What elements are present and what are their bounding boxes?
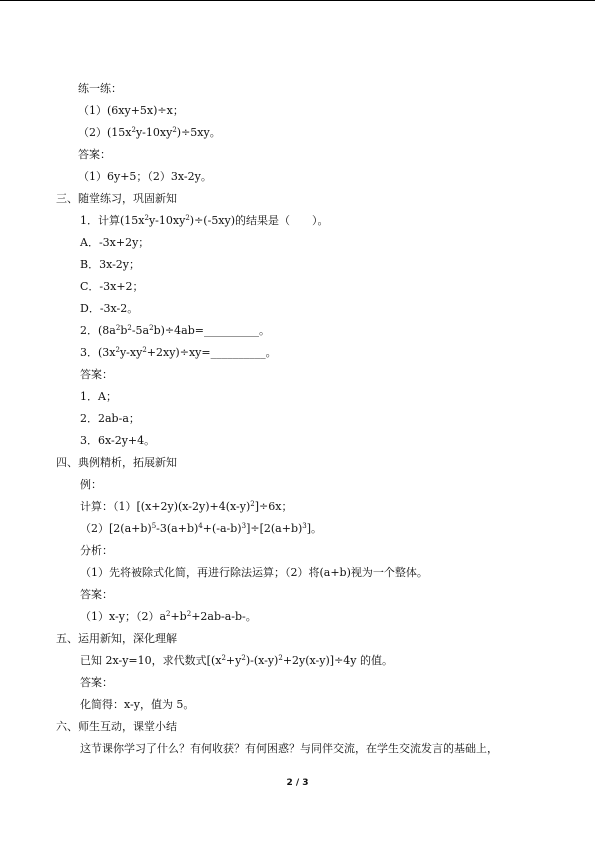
text-segment: +2y(x-y)]÷4y 的值。 bbox=[282, 654, 393, 667]
text-segment: +(-a-b) bbox=[202, 522, 242, 535]
text-segment: （1）6y+5；（2）3x-2y。 bbox=[78, 170, 212, 183]
text-segment: 练一练： bbox=[78, 82, 122, 95]
text-line bbox=[80, 236, 149, 250]
text-segment: 1．A； bbox=[80, 390, 117, 403]
text-segment: y-xy bbox=[119, 346, 143, 359]
text-segment: 2．2ab-a； bbox=[80, 412, 140, 425]
text-segment: A．-3x+2y； bbox=[80, 236, 150, 249]
text-line bbox=[80, 412, 140, 426]
text-line bbox=[80, 280, 144, 294]
text-segment: 六、师生互动，课堂小结 bbox=[56, 720, 177, 733]
text-segment: 1．计算(15x bbox=[80, 214, 145, 227]
text-segment: -3(a+b) bbox=[156, 522, 199, 535]
text-line bbox=[80, 500, 292, 514]
text-segment: （1）(6xy+5x)÷x； bbox=[78, 104, 184, 117]
text-segment: )-(x-y) bbox=[245, 654, 279, 667]
text-segment: 答案： bbox=[78, 148, 111, 161]
superscript: 2 bbox=[278, 654, 283, 662]
text-line bbox=[80, 214, 329, 228]
text-segment: 3．6x-2y+4。 bbox=[80, 434, 156, 447]
text-line bbox=[78, 104, 184, 118]
section-heading bbox=[56, 720, 177, 734]
text-segment: y-10xy bbox=[148, 214, 186, 227]
superscript: 2 bbox=[115, 346, 120, 354]
text-line bbox=[80, 522, 322, 536]
text-segment: 答案： bbox=[80, 368, 113, 381]
text-line bbox=[80, 610, 257, 624]
superscript: 3 bbox=[302, 522, 307, 530]
superscript: 4 bbox=[198, 522, 203, 530]
superscript: 2 bbox=[166, 610, 171, 618]
text-line bbox=[80, 368, 113, 382]
text-segment: （1）先将被除式化简，再进行除法运算；（2）将(a+b)视为一个整体。 bbox=[80, 566, 428, 579]
text-segment: 答案： bbox=[80, 588, 113, 601]
superscript: 2 bbox=[131, 126, 136, 134]
text-segment: 三、随堂练习，巩固新知 bbox=[56, 192, 177, 205]
text-line bbox=[80, 588, 113, 602]
text-line bbox=[80, 302, 138, 316]
text-line bbox=[80, 544, 113, 558]
text-segment: 2．(8a bbox=[80, 324, 116, 337]
text-line bbox=[80, 434, 155, 448]
text-line bbox=[80, 258, 140, 272]
text-segment: 例： bbox=[80, 478, 102, 491]
section-heading bbox=[56, 456, 177, 470]
superscript: 2 bbox=[185, 214, 190, 222]
text-line bbox=[80, 698, 194, 712]
text-line bbox=[78, 148, 111, 162]
superscript: 2 bbox=[115, 324, 121, 332]
text-segment: )÷(-5xy)的结果是（ ）。 bbox=[189, 214, 329, 227]
text-segment: C．-3x+2； bbox=[80, 280, 144, 293]
text-line bbox=[80, 654, 393, 668]
superscript: 2 bbox=[186, 610, 192, 618]
text-line bbox=[80, 390, 117, 404]
text-line bbox=[78, 82, 122, 96]
text-line bbox=[80, 566, 428, 580]
text-line bbox=[80, 478, 102, 492]
text-segment: +b bbox=[170, 610, 187, 623]
text-segment: （2）(15x bbox=[78, 126, 132, 139]
text-segment: -5a bbox=[131, 324, 150, 337]
text-segment: 计算：（1）[(x+2y)(x-2y)+4(x-y) bbox=[80, 500, 251, 513]
text-segment: 这节课你学习了什么？有何收获？有何困惑？与同伴交流，在学生交流发言的基础上， bbox=[80, 742, 498, 755]
text-line bbox=[78, 126, 221, 140]
text-segment: 化简得：x-y，值为 5。 bbox=[80, 698, 195, 711]
text-segment: 四、典例精析，拓展新知 bbox=[56, 456, 177, 469]
text-segment: （1）x-y；（2）a bbox=[80, 610, 166, 623]
superscript: 5 bbox=[151, 522, 157, 530]
text-line bbox=[80, 346, 277, 360]
text-segment: ]÷[2(a+b) bbox=[246, 522, 303, 535]
superscript: 3 bbox=[241, 522, 247, 530]
text-segment: +2xy)÷xy=__________。 bbox=[146, 346, 277, 359]
text-segment: D．-3x-2。 bbox=[80, 302, 139, 315]
text-segment: 已知 2x-y=10，求代数式[(x bbox=[80, 654, 222, 667]
page-top-border bbox=[0, 0, 595, 1]
text-segment: ]。 bbox=[306, 522, 323, 535]
text-segment: y-10xy bbox=[135, 126, 173, 139]
text-segment: +2ab-a-b-。 bbox=[191, 610, 257, 623]
section-heading bbox=[56, 632, 177, 646]
superscript: 2 bbox=[172, 126, 177, 134]
text-line bbox=[80, 676, 113, 690]
superscript: 2 bbox=[221, 654, 226, 662]
superscript: 2 bbox=[250, 500, 255, 508]
text-line bbox=[80, 324, 270, 338]
text-segment: 五、运用新知，深化理解 bbox=[56, 632, 177, 645]
text-segment: 3．(3x bbox=[80, 346, 116, 359]
text-line bbox=[80, 742, 498, 756]
superscript: 2 bbox=[142, 346, 147, 354]
text-segment: +y bbox=[225, 654, 242, 667]
text-segment: ]÷6x； bbox=[254, 500, 293, 513]
text-segment: 分析： bbox=[80, 544, 113, 557]
text-segment: （2）[2(a+b) bbox=[80, 522, 152, 535]
page-number: 2 / 3 bbox=[286, 778, 309, 788]
text-segment: b)÷4ab=__________。 bbox=[153, 324, 270, 337]
section-heading bbox=[56, 192, 177, 206]
superscript: 2 bbox=[149, 324, 154, 332]
superscript: 2 bbox=[144, 214, 149, 222]
text-segment: b bbox=[120, 324, 128, 337]
text-segment: )÷5xy。 bbox=[176, 126, 221, 139]
text-segment: 答案： bbox=[80, 676, 113, 689]
text-line bbox=[78, 170, 212, 184]
superscript: 2 bbox=[241, 654, 246, 662]
text-segment: B．3x-2y； bbox=[80, 258, 141, 271]
superscript: 2 bbox=[127, 324, 132, 332]
